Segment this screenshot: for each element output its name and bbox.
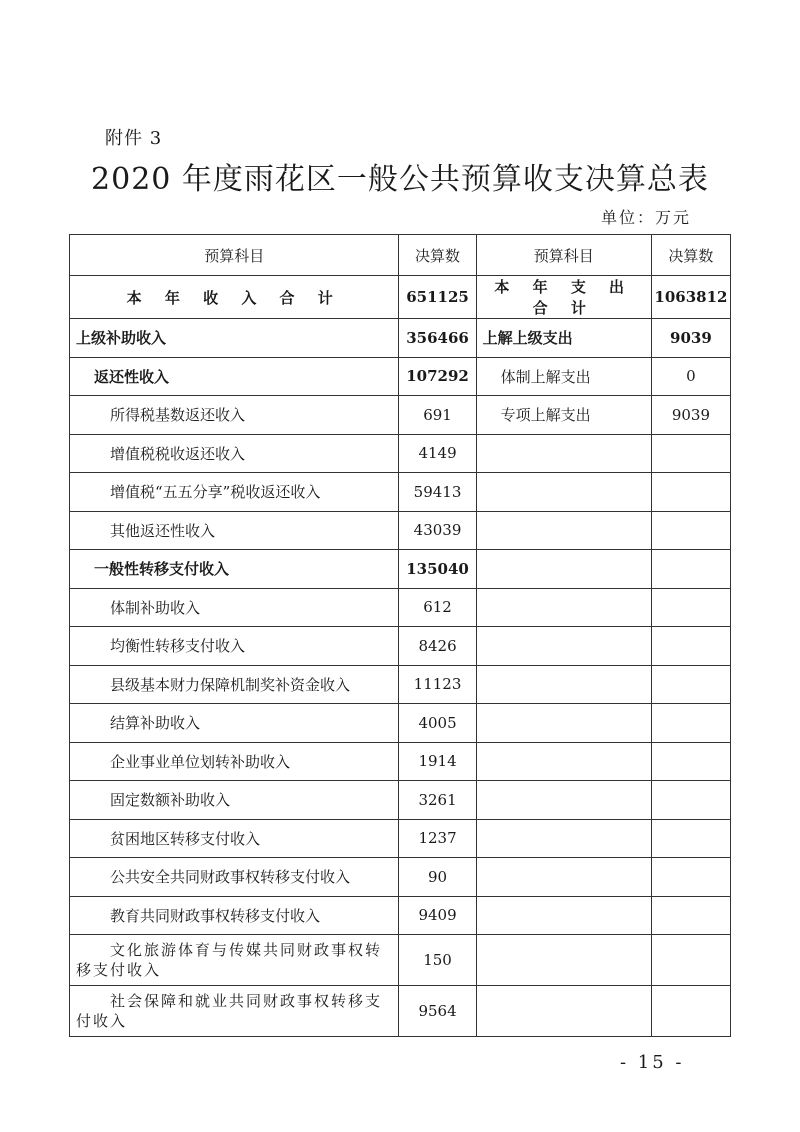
- expense-value: [651, 473, 730, 512]
- income-label: 上级补助收入: [70, 319, 399, 358]
- income-value: 3261: [399, 781, 476, 820]
- expense-label: [476, 511, 651, 550]
- income-label: 贫困地区转移支付收入: [70, 819, 399, 858]
- table-row: [70, 550, 731, 589]
- table-row: [70, 858, 731, 897]
- page-number: - 15 -: [620, 1052, 685, 1073]
- expense-value: 9039: [651, 319, 730, 358]
- expense-value: 0: [651, 357, 730, 396]
- table-row: [70, 627, 731, 666]
- income-value: 1914: [399, 742, 476, 781]
- expense-label: [476, 986, 651, 1037]
- unit-label: 单位：万元: [601, 208, 692, 227]
- expense-label: [476, 704, 651, 743]
- income-value: 43039: [399, 511, 476, 550]
- income-label: 结算补助收入: [70, 704, 399, 743]
- expense-value: [651, 550, 730, 589]
- income-label: 一般性转移支付收入: [70, 550, 399, 589]
- expense-label: [476, 473, 651, 512]
- expense-value: [651, 781, 730, 820]
- income-value: 612: [399, 588, 476, 627]
- expense-value: [651, 819, 730, 858]
- table-row: [70, 588, 731, 627]
- income-value: 59413: [399, 473, 476, 512]
- income-value: 90: [399, 858, 476, 897]
- expense-value: [651, 896, 730, 935]
- total-expense-value: 1063812: [651, 276, 730, 319]
- expense-value: [651, 742, 730, 781]
- table-row: [70, 357, 731, 396]
- expense-label: 专项上解支出: [476, 396, 651, 435]
- total-income-value: 651125: [399, 276, 476, 319]
- income-label: 所得税基数返还收入: [70, 396, 399, 435]
- expense-label: [476, 781, 651, 820]
- table-row: [70, 819, 731, 858]
- expense-label: [476, 819, 651, 858]
- income-value: 9564: [399, 986, 476, 1037]
- expense-label: [476, 434, 651, 473]
- table-row: [70, 473, 731, 512]
- header-income-subject: 预算科目: [70, 235, 399, 276]
- income-label: 公共安全共同财政事权转移支付收入: [70, 858, 399, 897]
- income-label: 增值税“五五分享”税收返还收入: [70, 473, 399, 512]
- document-title: 2020 年度雨花区一般公共预算收支决算总表: [91, 162, 709, 197]
- income-value: 1237: [399, 819, 476, 858]
- expense-label: [476, 588, 651, 627]
- income-value: 8426: [399, 627, 476, 666]
- table-row: [70, 742, 731, 781]
- expense-label: 体制上解支出: [476, 357, 651, 396]
- expense-label: [476, 742, 651, 781]
- income-value: 9409: [399, 896, 476, 935]
- expense-label: [476, 550, 651, 589]
- expense-value: [651, 588, 730, 627]
- expense-value: [651, 704, 730, 743]
- table-row: [70, 986, 731, 1037]
- table-row: [70, 434, 731, 473]
- income-label: 其他返还性收入: [70, 511, 399, 550]
- expense-value: [651, 858, 730, 897]
- expense-value: [651, 665, 730, 704]
- expense-label: 上解上级支出: [476, 319, 651, 358]
- attachment-label: 附件 3: [105, 128, 163, 149]
- header-expense-subject: 预算科目: [476, 235, 651, 276]
- expense-label: [476, 896, 651, 935]
- table-row: [70, 704, 731, 743]
- income-value: 691: [399, 396, 476, 435]
- expense-label: [476, 627, 651, 666]
- expense-value: [651, 986, 730, 1037]
- income-label: 社会保障和就业共同财政事权转移支付收入: [70, 986, 399, 1037]
- income-label: 固定数额补助收入: [70, 781, 399, 820]
- income-label: 教育共同财政事权转移支付收入: [70, 896, 399, 935]
- income-value: 4149: [399, 434, 476, 473]
- income-label: 增值税税收返还收入: [70, 434, 399, 473]
- totals-row: [70, 276, 731, 319]
- income-value: 4005: [399, 704, 476, 743]
- table-row: [70, 935, 731, 986]
- expense-value: [651, 434, 730, 473]
- table-row: [70, 396, 731, 435]
- income-value: 135040: [399, 550, 476, 589]
- expense-value: 9039: [651, 396, 730, 435]
- header-expense-value: 决算数: [651, 235, 730, 276]
- table-row: [70, 781, 731, 820]
- income-value: 356466: [399, 319, 476, 358]
- income-label: 体制补助收入: [70, 588, 399, 627]
- expense-label: [476, 665, 651, 704]
- total-expense-label: 本 年 支 出 合 计: [476, 276, 651, 319]
- income-label: 返还性收入: [70, 357, 399, 396]
- income-label: 县级基本财力保障机制奖补资金收入: [70, 665, 399, 704]
- income-value: 11123: [399, 665, 476, 704]
- table-header-row: [70, 235, 731, 276]
- table-row: [70, 319, 731, 358]
- table-row: [70, 896, 731, 935]
- expense-value: [651, 627, 730, 666]
- income-value: 107292: [399, 357, 476, 396]
- table-row: [70, 665, 731, 704]
- table-row: [70, 511, 731, 550]
- expense-value: [651, 511, 730, 550]
- expense-value: [651, 935, 730, 986]
- expense-label: [476, 858, 651, 897]
- income-label: 文化旅游体育与传媒共同财政事权转移支付收入: [70, 935, 399, 986]
- income-value: 150: [399, 935, 476, 986]
- budget-table: [69, 234, 731, 1037]
- total-income-label: 本 年 收 入 合 计: [70, 276, 399, 319]
- income-label: 均衡性转移支付收入: [70, 627, 399, 666]
- income-label: 企业事业单位划转补助收入: [70, 742, 399, 781]
- header-income-value: 决算数: [399, 235, 476, 276]
- expense-label: [476, 935, 651, 986]
